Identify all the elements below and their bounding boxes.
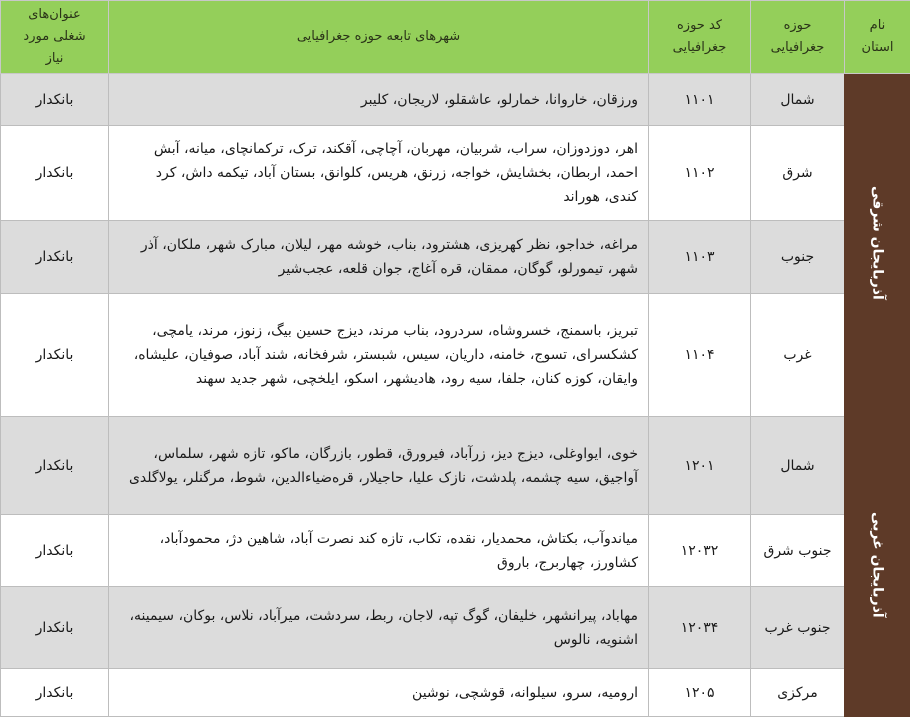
job-cell: بانکدار: [1, 126, 109, 221]
zone-cell: شمال: [751, 74, 845, 126]
cities-cell: ارومیه، سرو، سیلوانه، قوشچی، نوشین: [109, 669, 649, 717]
table-row: [1, 587, 910, 669]
cities-cell: میاندوآب، بکتاش، محمدیار، نقده، تکاب، تازه کند نصرت آباد، شاهین دژ، محمودآباد، کشاورز، چهاربرج، باروق: [109, 515, 649, 587]
zone-cell: جنوب: [751, 221, 845, 294]
code-cell: ۱۱۰۲: [649, 126, 751, 221]
cities-cell: مراغه، خداجو، نظر کهریزی، هشترود، بناب، خوشه مهر، لیلان، مبارک شهر، ملکان، آذر شهر، تیمورلو، گوگان، ممقان، قره آغاج، جوان قلعه، عجب‌شیر: [109, 221, 649, 294]
code-cell: ۱۲۰۳۴: [649, 587, 751, 669]
header-job-titles: عنوان‌های شغلی مورد نیاز: [1, 1, 109, 74]
job-cell: بانکدار: [1, 221, 109, 294]
header-cities: شهرهای تابعه حوزه جغرافیایی: [109, 1, 649, 74]
table-row: [1, 294, 910, 417]
cities-cell: اهر، دوزدوزان، سراب، شربیان، مهربان، آچاچی، آقکند، ترک، ترکمانچای، میانه، آبش احمد، اربطان، بخشایش، خواجه، زرنق، هریس، کلوانق، بستان آباد، تیکمه داش، کرد کندی، هوراند: [109, 126, 649, 221]
table-row: [1, 221, 910, 294]
cities-cell: خوی، ایواوغلی، دیزج دیز، زرآباد، فیرورق، قطور، بازرگان، ماکو، تازه شهر، سلماس، آواجیق، سیه چشمه، پلدشت، نازک علیا، حاجیلار، قره‌ضیاءالدین، شوط، مرگنلر، یولاگلدی: [109, 417, 649, 515]
cities-cell: تبریز، باسمنج، خسروشاه، سردرود، بناب مرند، دیزج حسین بیگ، زنوز، مرند، یامچی، کشکسرای، تسوج، خامنه، داریان، سیس، شبستر، شرفخانه، شند آباد، صوفیان، علیشاه، وایقان، کوزه کنان، جلفا، سیه رود، هادیشهر، اسکو، ایلخچی، شهر جدید سهند: [109, 294, 649, 417]
job-cell: بانکدار: [1, 74, 109, 126]
table-row: [1, 417, 910, 515]
job-cell: بانکدار: [1, 669, 109, 717]
job-cell: بانکدار: [1, 587, 109, 669]
header-province: نام استان: [845, 1, 910, 74]
table-row: [1, 669, 910, 717]
province-cell-east-azerbaijan: [845, 74, 910, 417]
zone-cell: شمال: [751, 417, 845, 515]
job-cell: بانکدار: [1, 417, 109, 515]
code-cell: ۱۲۰۱: [649, 417, 751, 515]
zone-cell: غرب: [751, 294, 845, 417]
province-cell-west-azerbaijan: [845, 417, 910, 717]
header-code: کد حوزه جغرافیایی: [649, 1, 751, 74]
table-row: [1, 74, 910, 126]
zone-cell: جنوب شرق: [751, 515, 845, 587]
zone-cell: مرکزی: [751, 669, 845, 717]
code-cell: ۱۱۰۱: [649, 74, 751, 126]
table-row: [1, 515, 910, 587]
table-row: [1, 126, 910, 221]
zone-cell: شرق: [751, 126, 845, 221]
province-label: آذربایجان شرقی: [870, 186, 886, 300]
code-cell: ۱۱۰۳: [649, 221, 751, 294]
job-cell: بانکدار: [1, 294, 109, 417]
code-cell: ۱۱۰۴: [649, 294, 751, 417]
cities-cell: ورزقان، خاروانا، خمارلو، عاشقلو، لاریجان، کلیبر: [109, 74, 649, 126]
job-cell: بانکدار: [1, 515, 109, 587]
cities-cell: مهاباد، پیرانشهر، خلیفان، گوگ تپه، لاجان، ربط، سردشت، میرآباد، نلاس، بوکان، سیمینه، اشنویه، نالوس: [109, 587, 649, 669]
zone-cell: جنوب غرب: [751, 587, 845, 669]
header-row: [1, 1, 910, 74]
code-cell: ۱۲۰۵: [649, 669, 751, 717]
code-cell: ۱۲۰۳۲: [649, 515, 751, 587]
province-label: آذربایجان غربی: [870, 512, 886, 618]
header-zone: حوزه جغرافیایی: [751, 1, 845, 74]
